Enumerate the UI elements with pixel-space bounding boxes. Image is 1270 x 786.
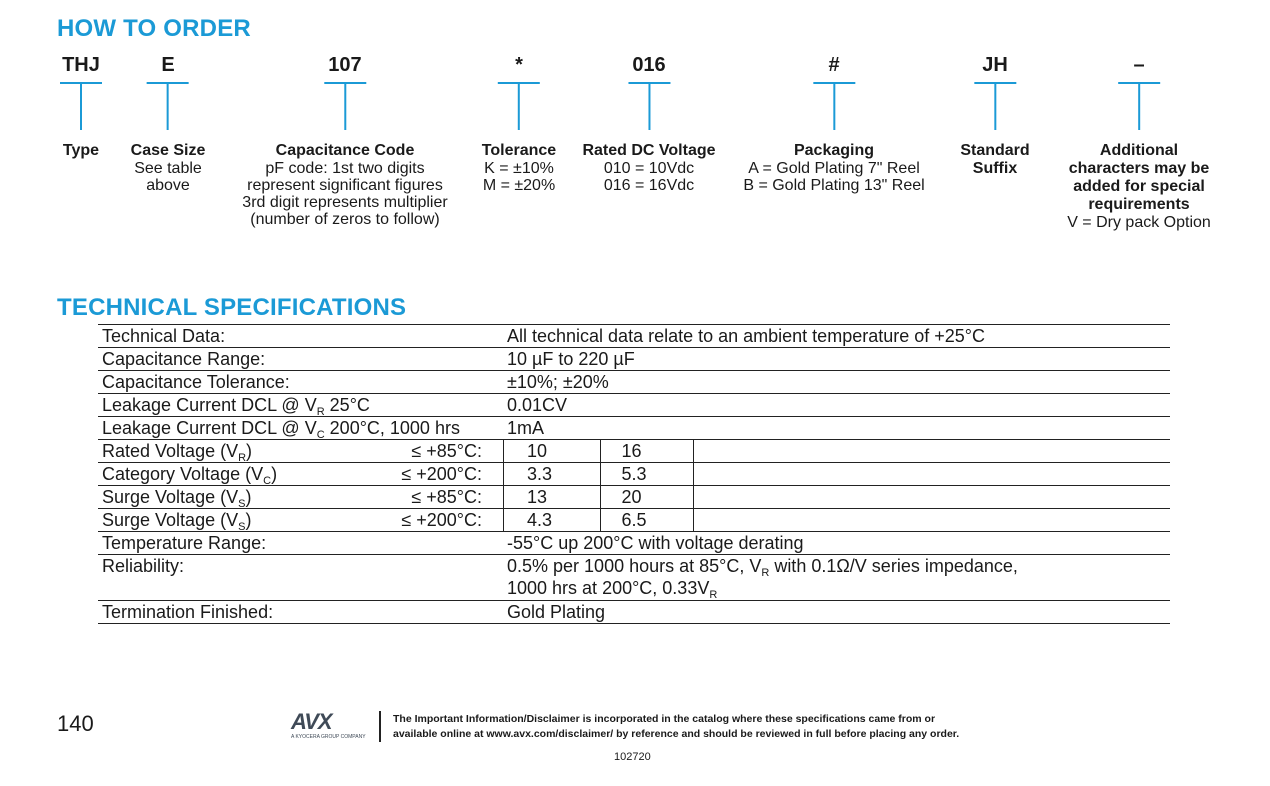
disclaimer-line: available online at www.avx.com/disclaimer/ by reference and should be reviewed in full before placing any order. <box>393 728 960 740</box>
order-field-description <box>482 160 556 194</box>
description-line: A = Gold Plating 7" Reel <box>748 160 920 177</box>
spec-label: Capacitance Tolerance: <box>102 372 290 392</box>
avx-logo <box>291 710 366 742</box>
logo-tagline: A KYOCERA GROUP COMPANY <box>291 734 366 740</box>
order-column-3 <box>242 52 447 228</box>
order-code: – <box>1133 54 1145 76</box>
order-field-label <box>482 142 556 160</box>
spec-label: Rated Voltage $(V_R)$ <box>102 441 253 464</box>
spec-row-rated-voltage <box>98 440 1170 463</box>
bracket-connector <box>974 82 1016 132</box>
order-column-2 <box>131 52 206 194</box>
description-line: represent significant figures <box>247 177 443 194</box>
spec-label: Technical Data: <box>102 326 226 346</box>
spec-value-16v: 16 <box>600 440 694 462</box>
spec-row-surge-voltage-85 <box>98 486 1170 509</box>
order-code: 016 <box>632 54 666 76</box>
label-line: requirements <box>1088 196 1190 213</box>
description-line: (number of zeros to follow) <box>250 211 440 228</box>
order-field-label <box>131 142 206 160</box>
logo-wordmark: AVX <box>291 709 332 734</box>
order-field-label <box>743 142 924 160</box>
label-line: Suffix <box>972 160 1018 177</box>
order-field-label <box>582 142 715 160</box>
spec-condition: ≤ +85°C: <box>411 487 482 507</box>
order-code: E <box>161 54 175 76</box>
description-line: K = ±10% <box>484 160 554 177</box>
spec-label: Termination Finished: <box>102 602 274 622</box>
spec-value-16v: 6.5 <box>600 509 694 531</box>
spec-row-technical-data <box>98 325 1170 348</box>
description-line: See table <box>134 160 202 177</box>
order-column-1 <box>60 52 102 160</box>
spec-value-16v: 20 <box>600 486 694 508</box>
spec-label: Capacitance Range: <box>102 349 266 369</box>
spec-row-capacitance-tolerance <box>98 371 1170 394</box>
order-code: * <box>515 54 523 76</box>
spec-row-termination <box>98 601 1170 624</box>
order-column-8 <box>1067 52 1211 231</box>
bracket-connector <box>813 82 855 132</box>
order-field-label <box>1067 142 1211 214</box>
spec-row-leakage-25 <box>98 394 1170 417</box>
order-code: # <box>828 54 840 76</box>
spec-row-category-voltage <box>98 463 1170 486</box>
spec-value: 10 µF to 220 µF <box>507 349 635 369</box>
description-line: 016 = 16Vdc <box>603 177 695 194</box>
spec-label: Temperature Range: <box>102 533 267 553</box>
page-number: 140 <box>57 711 94 736</box>
order-field-description <box>131 160 206 194</box>
order-column-7 <box>960 52 1029 178</box>
bracket-connector <box>147 82 189 132</box>
order-field-label <box>60 142 102 160</box>
spec-value: Gold Plating <box>507 602 606 622</box>
spec-label: Surge Voltage $(V_S)$ <box>102 510 252 533</box>
order-column-5 <box>582 52 715 194</box>
order-field-description <box>1067 214 1211 231</box>
spec-value: 0.01CV <box>507 395 568 415</box>
spec-value: 1mA <box>507 418 545 438</box>
label-line: Capacitance Code <box>275 142 415 159</box>
bracket-connector <box>1118 82 1160 132</box>
order-field-description <box>743 160 924 194</box>
description-line: M = ±20% <box>482 177 556 194</box>
spec-row-surge-voltage-200 <box>98 509 1170 532</box>
spec-condition: ≤ +85°C: <box>411 441 482 461</box>
spec-label: Reliability: <box>102 556 185 576</box>
order-field-label <box>960 142 1029 178</box>
disclaimer-text <box>393 712 959 742</box>
spec-table <box>98 324 1170 624</box>
how-to-order-title: HOW TO ORDER <box>57 15 251 42</box>
label-line: Type <box>62 142 100 159</box>
bracket-connector <box>324 82 366 132</box>
label-line: added for special <box>1073 178 1205 195</box>
spec-value-10v: 3.3 <box>503 463 601 485</box>
technical-specifications-title: TECHNICAL SPECIFICATIONS <box>57 294 407 321</box>
bracket-connector <box>60 82 102 132</box>
bracket-connector <box>628 82 670 132</box>
spec-row-leakage-200 <box>98 417 1170 440</box>
spec-row-capacitance-range <box>98 348 1170 371</box>
spec-row-reliability <box>98 555 1170 601</box>
spec-value: 0.5% per 1000 hours at 85°C, $V_R$ with 0.1Ω/V series impedance, 1000 hrs at 200°C, $0.33V_R$ <box>507 556 1018 601</box>
description-line: above <box>146 177 190 194</box>
footer-divider <box>379 711 381 742</box>
spec-label: Leakage Current DCL @ $V_C$ 200°C, 1000 hrs <box>102 418 460 441</box>
document-code: 102720 <box>614 751 651 763</box>
order-column-4 <box>482 52 556 194</box>
spec-label: Leakage Current DCL @ $V_R$ 25°C <box>102 395 370 418</box>
spec-value-16v: 5.3 <box>600 463 694 485</box>
order-column-6 <box>743 52 924 194</box>
label-line: Standard <box>960 142 1030 159</box>
spec-value-10v: 13 <box>503 486 601 508</box>
label-line: Tolerance <box>481 142 557 159</box>
label-line: Case Size <box>130 142 206 159</box>
spec-condition: ≤ +200°C: <box>401 464 482 484</box>
order-code: JH <box>982 54 1008 76</box>
description-line: 010 = 10Vdc <box>603 160 695 177</box>
disclaimer-line: The Important Information/Disclaimer is incorporated in the catalog where these specifications came from or <box>393 713 936 725</box>
description-line: B = Gold Plating 13" Reel <box>743 177 925 194</box>
description-line: pF code: 1st two digits <box>265 160 425 177</box>
spec-condition: ≤ +200°C: <box>401 510 482 530</box>
spec-value-10v: 10 <box>503 440 601 462</box>
order-field-description <box>242 160 447 228</box>
spec-value: All technical data relate to an ambient temperature of +25°C <box>507 326 985 346</box>
label-line: Packaging <box>793 142 875 159</box>
label-line: Additional <box>1099 142 1179 159</box>
bracket-connector <box>498 82 540 132</box>
label-line: Rated DC Voltage <box>582 142 716 159</box>
description-line: V = Dry pack Option <box>1067 214 1211 231</box>
order-code: 107 <box>328 54 362 76</box>
spec-value: ±10%; ±20% <box>507 372 609 392</box>
order-code: THJ <box>62 54 100 76</box>
label-line: characters may be <box>1068 160 1210 177</box>
spec-value: -55°C up 200°C with voltage derating <box>507 533 804 553</box>
spec-label: Surge Voltage $(V_S)$ <box>102 487 252 510</box>
order-field-label <box>242 142 447 160</box>
spec-row-temperature-range <box>98 532 1170 555</box>
order-field-description <box>582 160 715 194</box>
description-line: 3rd digit represents multiplier <box>242 194 448 211</box>
spec-label: Category Voltage $(V_C)$ <box>102 464 278 487</box>
spec-value-10v: 4.3 <box>503 509 601 531</box>
